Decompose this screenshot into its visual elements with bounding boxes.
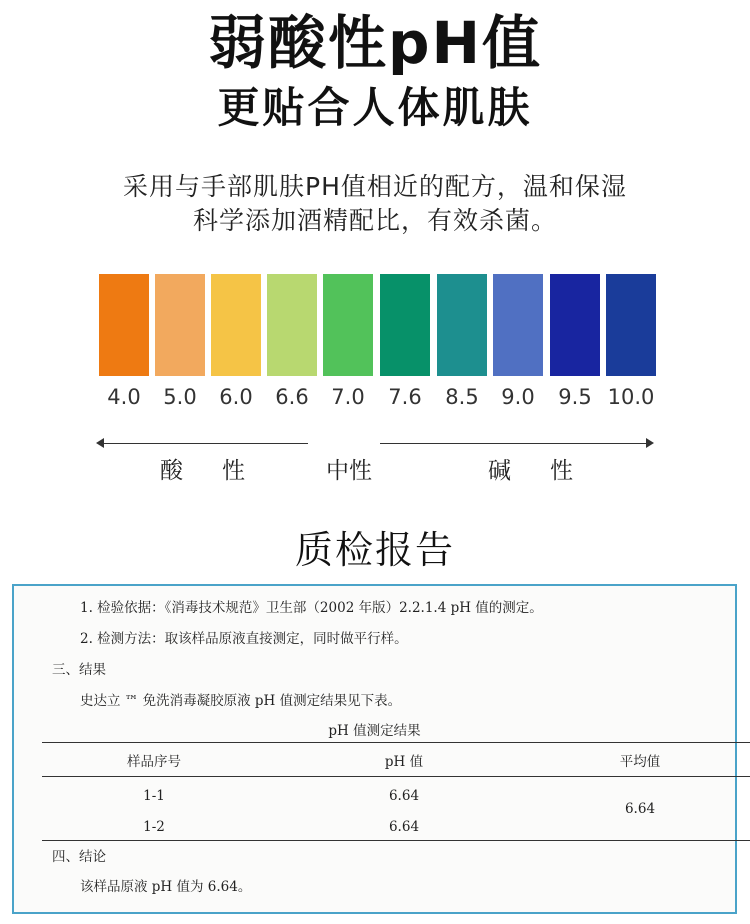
ph-label: 8.5 (445, 385, 479, 409)
acid-arrow-line (100, 443, 308, 444)
ph-swatch-7.0 (323, 274, 373, 376)
table-header-rule (42, 776, 750, 777)
report-section-conclusion: 四、结论 (52, 849, 106, 865)
acid-label-1: 酸 (160, 458, 183, 484)
ph-swatch-6.6 (267, 274, 317, 376)
table-row-1-sample: 1-1 (143, 788, 165, 804)
alkali-label-1: 碱 (488, 458, 511, 484)
ph-swatch-8.5 (437, 274, 487, 376)
description-line-1: 采用与手部肌肤PH值相近的配方，温和保湿 (123, 172, 627, 201)
table-caption: pH 值测定结果 (328, 723, 421, 739)
page-subtitle: 更贴合人体肌肤 (217, 83, 533, 132)
ph-label: 10.0 (607, 385, 655, 409)
page-title: 弱酸性pH值 (207, 9, 543, 77)
table-header-sample: 样品序号 (127, 754, 181, 770)
table-top-rule (42, 742, 750, 743)
acid-label-2: 性 (222, 458, 245, 484)
report-section-results: 三、结果 (52, 662, 106, 678)
ph-label: 5.0 (163, 385, 197, 409)
report-line-basis: 1. 检验依据：《消毒技术规范》卫生部（2002 年版）2.2.1.4 pH 值的测定。 (80, 600, 543, 616)
table-bottom-rule (42, 840, 750, 841)
ph-label: 7.6 (388, 385, 422, 409)
ph-swatch-4.0 (99, 274, 149, 376)
ph-label: 4.0 (107, 385, 141, 409)
report-line-method: 2. 检测方法：取该样品原液直接测定，同时做平行样。 (80, 631, 408, 647)
table-average-value: 6.64 (624, 801, 656, 817)
alkali-label-2: 性 (550, 458, 573, 484)
ph-label: 6.6 (275, 385, 309, 409)
ph-swatch-5.0 (155, 274, 205, 376)
table-header-ph: pH 值 (384, 754, 424, 770)
neutral-label: 中性 (326, 458, 372, 484)
report-title: 质检报告 (294, 528, 455, 572)
report-conclusion-text: 该样品原液 pH 值为 6.64。 (80, 879, 252, 895)
ph-swatch-9.0 (493, 274, 543, 376)
table-row-2-ph: 6.64 (388, 819, 420, 835)
ph-label: 9.0 (501, 385, 535, 409)
report-result-text: 史达立 ™ 免洗消毒凝胶原液 pH 值测定结果见下表。 (80, 693, 402, 709)
ph-label: 6.0 (219, 385, 253, 409)
table-header-average: 平均值 (619, 754, 661, 770)
table-row-2-sample: 1-2 (143, 819, 165, 835)
ph-swatch-10.0 (606, 274, 656, 376)
ph-swatch-7.6 (380, 274, 430, 376)
table-row-1-ph: 6.64 (388, 788, 420, 804)
ph-swatch-9.5 (550, 274, 600, 376)
ph-swatch-6.0 (211, 274, 261, 376)
description-line-2: 科学添加酒精配比，有效杀菌。 (192, 206, 557, 235)
quality-report-document (12, 584, 737, 914)
alkali-arrow-line (380, 443, 648, 444)
arrow-right-icon (646, 438, 654, 448)
ph-label: 9.5 (558, 385, 592, 409)
ph-label: 7.0 (331, 385, 365, 409)
